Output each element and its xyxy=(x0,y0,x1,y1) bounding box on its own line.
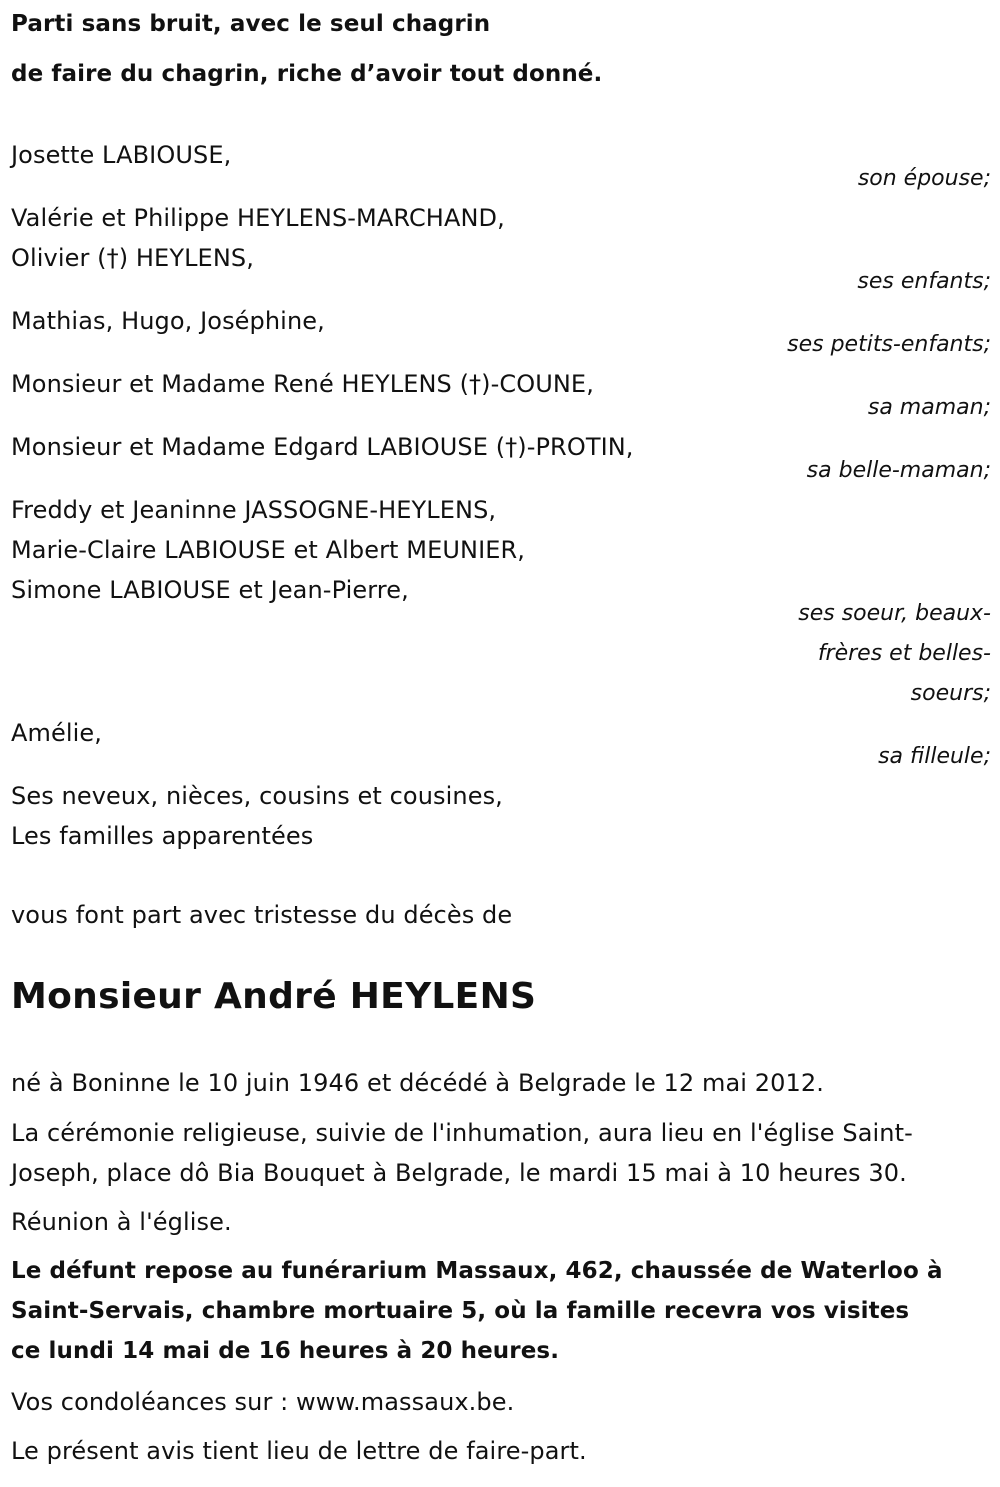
siblings-line-1: Freddy et Jeaninne JASSOGNE-HEYLENS, xyxy=(11,496,497,524)
ceremony-line-1: La cérémonie religieuse, suivie de l'inhumation, aura lieu en l'église Saint- xyxy=(11,1119,913,1147)
ceremony-line-2: Joseph, place dô Bia Bouquet à Belgrade, le mardi 15 mai à 10 heures 30. xyxy=(11,1159,907,1187)
funerarium-line-1: Le défunt repose au funérarium Massaux, 462, chaussée de Waterloo à xyxy=(11,1258,943,1284)
mother-names: Monsieur et Madame René HEYLENS (†)-COUNE, xyxy=(11,370,594,398)
goddaughter-relation: sa filleule; xyxy=(878,744,991,769)
goddaughter-name: Amélie, xyxy=(11,719,102,747)
notice-text: Le présent avis tient lieu de lettre de faire-part. xyxy=(11,1437,587,1465)
grandchildren-relation: ses petits-enfants; xyxy=(787,332,991,357)
condolences-text: Vos condoléances sur : www.massaux.be. xyxy=(11,1388,515,1416)
obituary-notice xyxy=(11,0,991,1487)
announcement-text: vous font part avec tristesse du décès de xyxy=(11,901,513,929)
mother-in-law-relation: sa belle-maman; xyxy=(806,458,991,483)
grandchildren-names: Mathias, Hugo, Joséphine, xyxy=(11,307,325,335)
children-relation: ses enfants; xyxy=(857,269,991,294)
relatives-line-1: Ses neveux, nièces, cousins et cousines, xyxy=(11,782,503,810)
children-line-1: Valérie et Philippe HEYLENS-MARCHAND, xyxy=(11,204,505,232)
birth-death-text: né à Boninne le 10 juin 1946 et décédé à Belgrade le 12 mai 2012. xyxy=(11,1069,824,1097)
mother-relation: sa maman; xyxy=(867,395,991,420)
spouse-name: Josette LABIOUSE, xyxy=(11,141,232,169)
spouse-relation: son épouse; xyxy=(857,166,991,191)
siblings-line-3: Simone LABIOUSE et Jean-Pierre, xyxy=(11,576,409,604)
epigraph-line-2: de faire du chagrin, riche d’avoir tout donné. xyxy=(11,61,603,87)
funerarium-line-2: Saint-Servais, chambre mortuaire 5, où la famille recevra vos visites xyxy=(11,1298,910,1324)
siblings-line-2: Marie-Claire LABIOUSE et Albert MEUNIER, xyxy=(11,536,526,564)
relatives-line-2: Les familles apparentées xyxy=(11,822,314,850)
children-line-2: Olivier (†) HEYLENS, xyxy=(11,244,254,272)
siblings-relation-line-2: frères et belles- xyxy=(817,641,991,666)
meeting-text: Réunion à l'église. xyxy=(11,1208,232,1236)
mother-in-law-names: Monsieur et Madame Edgard LABIOUSE (†)-PROTIN, xyxy=(11,433,634,461)
funerarium-line-3: ce lundi 14 mai de 16 heures à 20 heures. xyxy=(11,1338,560,1364)
siblings-relation-line-3: soeurs; xyxy=(910,681,991,706)
siblings-relation-line-1: ses soeur, beaux- xyxy=(798,601,991,626)
epigraph-line-1: Parti sans bruit, avec le seul chagrin xyxy=(11,11,491,37)
deceased-name: Monsieur André HEYLENS xyxy=(11,976,537,1017)
